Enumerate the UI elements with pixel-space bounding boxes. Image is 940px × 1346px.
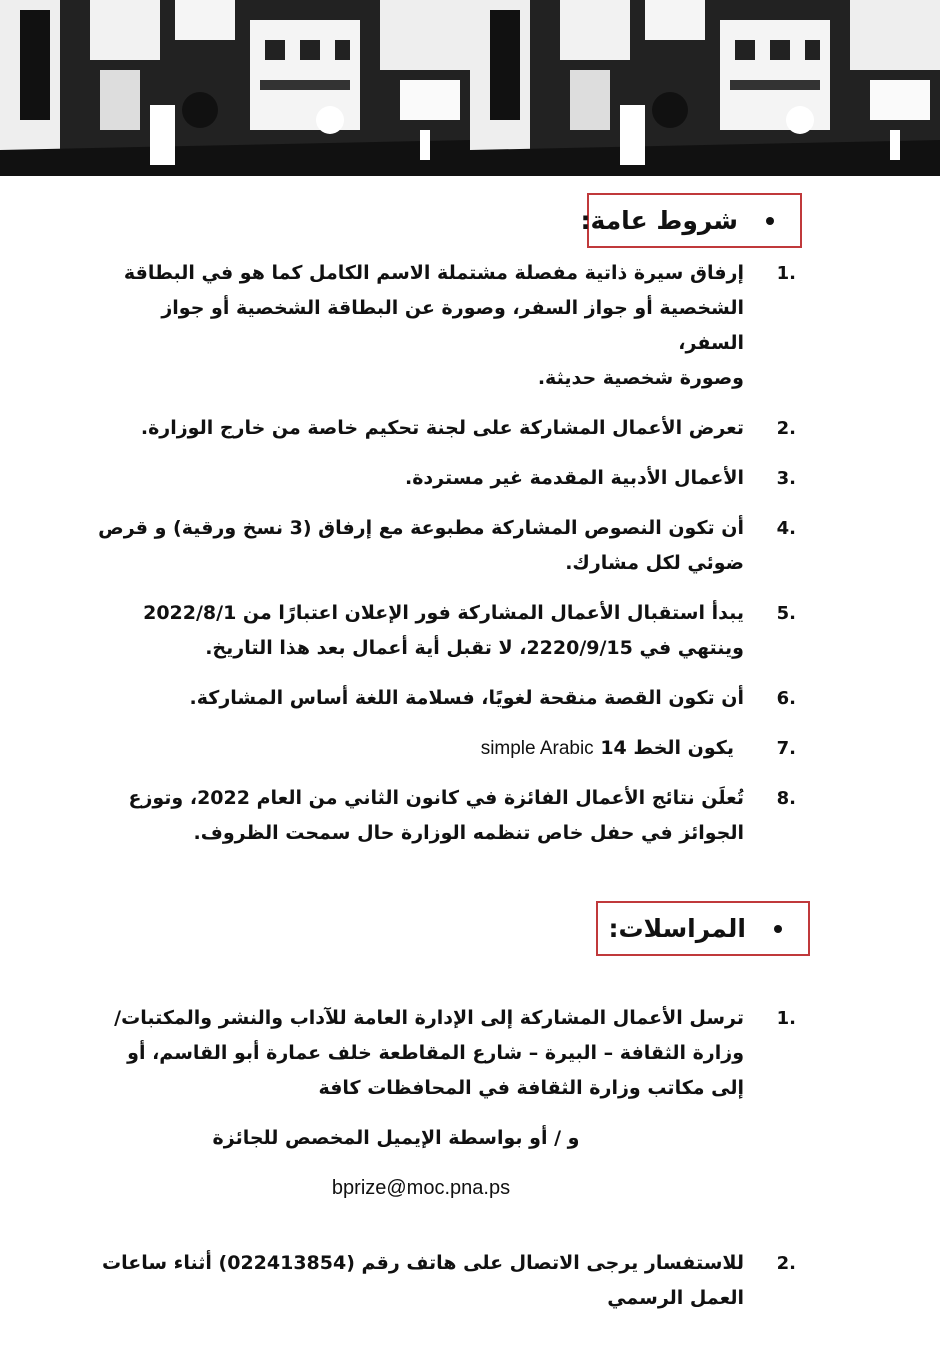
item-line: تُعلَن نتائج الأعمال الفائزة في كانون الثاني من العام 2022، وتوزع — [128, 787, 744, 809]
item-text: يكون الخط 14 — [600, 737, 734, 759]
document-body — [0, 193, 940, 1346]
list-item — [96, 596, 796, 666]
item-line: إرفاق سيرة ذاتية مفصلة مشتملة الاسم الكامل كما هو في البطاقة — [123, 262, 744, 284]
item-line: العمل الرسمي — [607, 1287, 744, 1309]
item-number: .2 — [776, 418, 796, 439]
item-number: .1 — [776, 263, 796, 284]
list-item — [96, 1246, 796, 1316]
list-item — [96, 256, 796, 396]
item-line: الشخصية أو جواز السفر، وصورة عن البطاقة الشخصية أو جواز السفر، — [161, 297, 744, 354]
item-line: تعرض الأعمال المشاركة على لجنة تحكيم خاصة من خارج الوزارة. — [140, 417, 744, 439]
item-line: يبدأ استقبال الأعمال المشاركة فور الإعلان اعتبارًا من 2022/8/1 — [143, 602, 744, 624]
heading-title: المراسلات: — [608, 914, 746, 943]
section-heading-general-terms — [580, 193, 802, 248]
item-number: .3 — [776, 468, 796, 489]
bullet-icon — [766, 217, 774, 225]
list-item — [96, 461, 796, 496]
item-line: للاستفسار يرجى الاتصال على هاتف رقم (022413854) أثناء ساعات — [102, 1252, 744, 1274]
item-number: .4 — [776, 518, 796, 539]
list-item — [96, 681, 796, 716]
item-line: ترسل الأعمال المشاركة إلى الإدارة العامة للآداب والنشر والمكتبات/ — [114, 1007, 744, 1029]
banner-street-scene-image — [0, 0, 940, 176]
list-item — [96, 781, 796, 851]
font-name: simple Arabic — [480, 738, 594, 759]
item-line: أن تكون النصوص المشاركة مطبوعة مع إرفاق (3 نسخ ورقية) و قرص — [98, 517, 744, 539]
item-line: إلى مكاتب وزارة الثقافة في المحافظات كافة — [318, 1077, 744, 1099]
item-line: وزارة الثقافة – البيرة – شارع المقاطعة خلف عمارة أبو القاسم، أو — [127, 1042, 744, 1064]
item-number: .5 — [776, 603, 796, 624]
list-item — [96, 511, 796, 581]
email-link[interactable]: bprize@moc.pna.ps — [331, 1177, 511, 1199]
bullet-icon — [774, 925, 782, 933]
section-heading-correspondence — [596, 901, 810, 956]
item-line: الأعمال الأدبية المقدمة غير مستردة. — [404, 467, 744, 489]
email-alternative-text: و / أو بواسطة الإيميل المخصص للجائزة — [212, 1127, 580, 1149]
list-item — [96, 1001, 796, 1106]
list-item — [96, 731, 796, 766]
item-line: ضوئي لكل مشارك. — [565, 552, 744, 574]
item-line: وصورة شخصية حديثة. — [537, 367, 744, 389]
item-line: الجوائز في حفل خاص تنظمه الوزارة حال سمحت الظروف. — [193, 822, 744, 844]
item-number: .2 — [776, 1253, 796, 1274]
item-number: .7 — [776, 738, 796, 759]
item-line: وينتهي في 2220/9/15، لا تقبل أية أعمال بعد هذا التاريخ. — [205, 637, 744, 659]
item-number: .6 — [776, 688, 796, 709]
item-number: .8 — [776, 788, 796, 809]
heading-title: شروط عامة: — [580, 206, 738, 235]
list-item — [96, 411, 796, 446]
item-line: أن تكون القصة منقحة لغويًا، فسلامة اللغة أساس المشاركة. — [189, 687, 744, 709]
item-number: .1 — [776, 1008, 796, 1029]
